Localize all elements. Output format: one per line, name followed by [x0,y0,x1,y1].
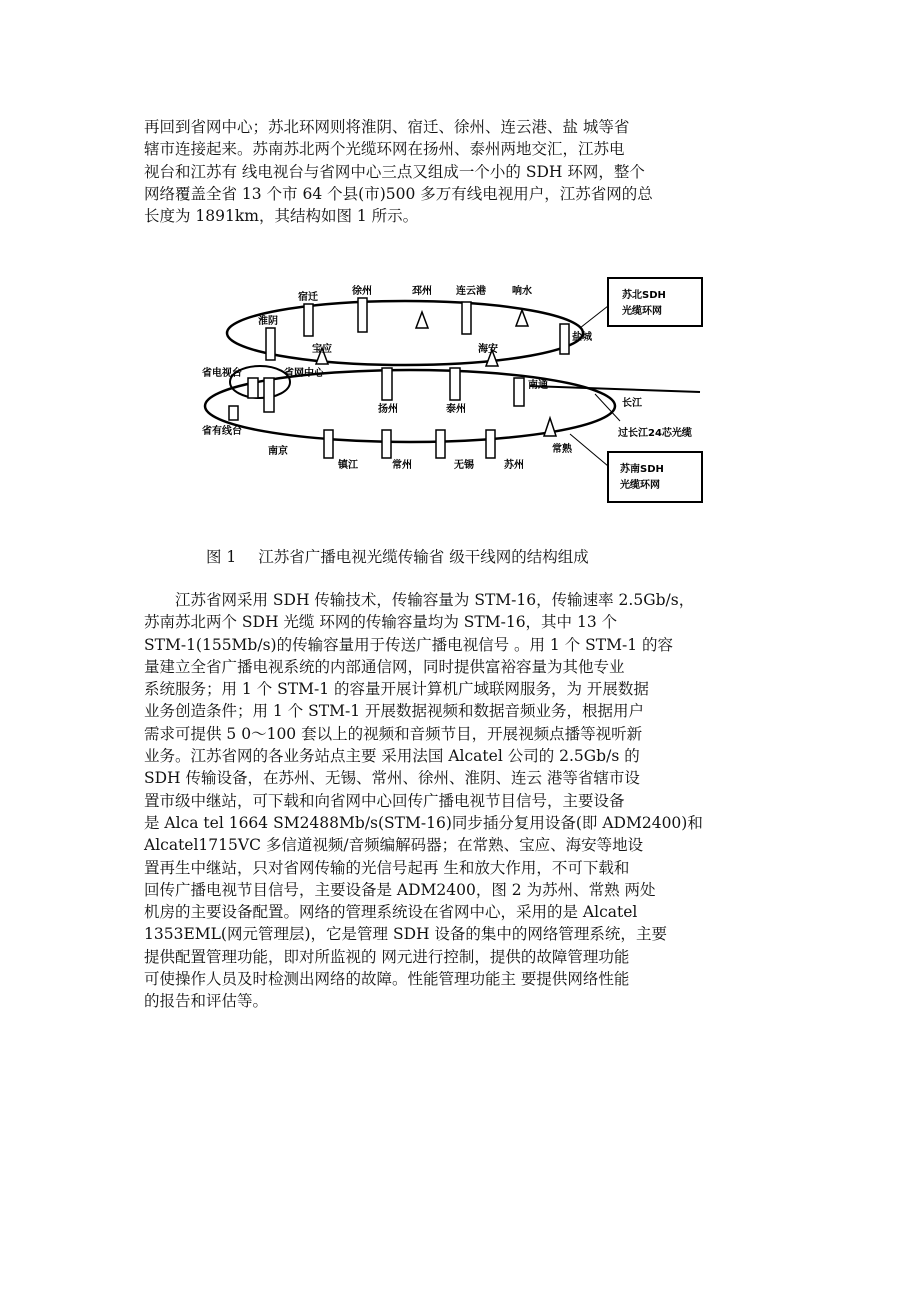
text-line: 视台和江苏有 线电视台与省网中心三点又组成一个小的 SDH 环网，整个 [144,162,645,181]
station-xuzhou [358,298,367,332]
text-line: 可使操作人员及时检测出网络的故障。性能管理功能主 要提供网络性能 [144,970,630,989]
south-box [608,452,702,502]
label-haian: 海安 [478,344,498,355]
text-line: STM-1(155Mb/s)的传输容量用于传送广播电视信号 。用 1 个 STM-1 的容 [144,635,673,654]
text-line: 业务。江苏省网的各业务站点主要 采用法国 Alcatel 公司的 2.5Gb/s 的 [144,747,640,766]
label-taizhou: 泰州 [446,404,466,415]
label-wuxi: 无锡 [454,460,474,471]
label-provincial-center: 省网中心 [284,368,324,379]
label-lianyungang: 连云港 [456,286,486,297]
label-nanjing: 南京 [268,446,288,457]
text-line: 回传广播电视节目信号，主要设备是 ADM2400，图 2 为苏州、常熟 两处 [144,880,656,899]
south-box-line2: 光缆环网 [620,480,660,491]
station-zhenjiang [382,430,391,458]
station-changzhou [436,430,445,458]
station-lianyungang [462,302,471,334]
text-line: 提供配置管理功能，即对所监视的 网元进行控制，提供的故障管理功能 [144,947,630,966]
text-line: 需求可提供 5 0～100 套以上的视频和音频节目，开展视频点播等视听新 [144,724,643,743]
label-changzhou: 常州 [392,460,412,471]
label-xuzhou: 徐州 [352,286,372,297]
label-yangtze: 长江 [622,398,642,409]
north-box-line2: 光缆环网 [622,306,662,317]
label-xiangshui: 响水 [512,286,532,297]
paragraph-2 [144,589,784,1013]
repeater-pizhou [416,312,428,328]
north-box [608,278,702,326]
text-line: 再回到省网中心；苏北环网则将淮阴、宿迁、徐州、连云港、盐 城等省 [144,118,630,136]
text-line: 辖市连接起来。苏南苏北两个光缆环网在扬州、泰州两地交汇，江苏电 [144,140,625,159]
network-diagram [200,266,710,510]
station-suqian [304,304,313,336]
label-changshu: 常熟 [552,444,572,455]
figure-caption [206,545,589,567]
text-line: 机房的主要设备配置。网络的管理系统设在省网中心，采用的是 Alcatel [144,903,638,922]
station-provincial-center [264,378,274,412]
yangtze-line [530,386,700,392]
text-line: 江苏省网采用 SDH 传输技术，传输容量为 STM-16，传输速率 2.5Gb/s， [175,591,695,609]
label-provincial-tv: 省电视台 [202,368,242,379]
text-line: 苏南苏北两个 SDH 光缆 环网的传输容量均为 STM-16，其中 13 个 [144,613,618,632]
label-zhenjiang: 镇江 [338,460,358,471]
north-ring [227,301,583,365]
label-yancheng: 盐城 [572,332,592,343]
station-taizhou [450,368,460,400]
label-nantong: 南通 [528,380,548,391]
text-line: 业务创造条件；用 1 个 STM-1 开展数据视频和数据音频业务，根据用户 [144,702,644,721]
label-suqian: 宿迁 [298,292,318,303]
text-line: 1353EML(网元管理层)，它是管理 SDH 设备的集中的网络管理系统，主要 [144,925,667,944]
station-nanjing [324,430,333,458]
station-nantong [514,378,524,406]
label-yangzhou: 扬州 [378,404,398,415]
repeater-changshu [544,418,556,436]
repeater-xiangshui [516,310,528,326]
text-line: 量建立全省广播电视系统的内部通信网，同时提供富裕容量为其他专业 [144,657,625,676]
text-line: 系统服务；用 1 个 STM-1 的容量开展计算机广域联网服务，为 开展数据 [144,680,649,699]
south-box-line1: 苏南SDH [620,464,664,475]
text-line: 的报告和评估等。 [144,992,269,1011]
text-line: 置市级中继站，可下载和向省网中心回传广播电视节目信号，主要设备 [144,791,625,810]
text-line: 是 Alca tel 1664 SM2488Mb/s(STM-16)同步插分复用设备(即 ADM2400)和 [144,813,703,832]
label-baoying: 宝应 [312,344,332,355]
label-cable-tv: 省有线台 [202,426,242,437]
station-yangzhou [382,368,392,400]
caption-number: 图 1 [206,548,237,566]
text-line: SDH 传输设备，在苏州、无锡、常州、徐州、淮阴、连云 港等省辖市设 [144,769,640,788]
caption-text: 江苏省广播电视光缆传输省 级干线网的结构组成 [258,548,589,566]
paragraph-1 [144,116,784,227]
label-huaiyin: 淮阴 [258,316,278,327]
text-line: 置再生中继站，只对省网传输的光信号起再 生和放大作用，不可下载和 [144,858,630,877]
station-yancheng [560,324,569,354]
text-line: Alcatel1715VC 多信道视频/音频编解码器；在常熟、宝应、海安等地设 [144,836,644,855]
station-huaiyin [266,328,275,360]
north-box-line1: 苏北SDH [622,290,666,301]
label-pizhou: 邳州 [412,286,432,297]
text-line: 长度为 1891km，其结构如图 1 所示。 [144,207,419,226]
label-cable: 过长江24芯光缆 [618,428,692,439]
station-cable-tv [229,406,238,420]
text-line: 网络覆盖全省 13 个市 64 个县(市)500 多万有线电视用户，江苏省网的总 [144,184,653,203]
station-wuxi-real [486,430,495,458]
station-provincial-tv [248,378,258,398]
label-suzhou: 苏州 [504,460,524,471]
